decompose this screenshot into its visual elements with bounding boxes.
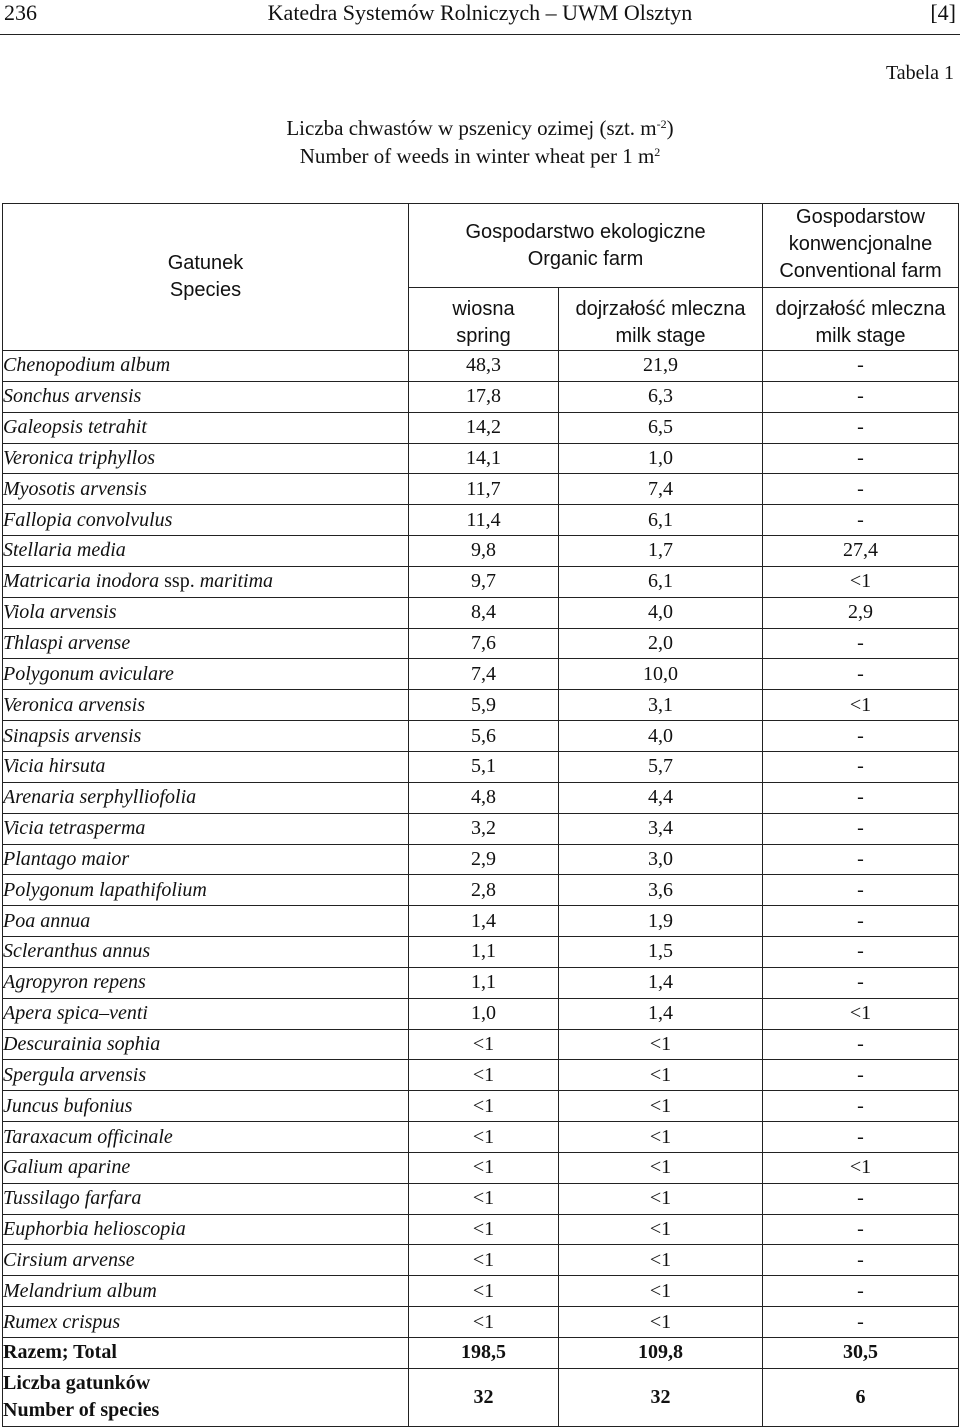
species-name: Stellaria media [3,536,409,567]
journal-title: Katedra Systemów Rolniczych – UWM Olsztyn [267,0,693,25]
conventional-value: - [763,813,959,844]
conventional-value: <1 [763,998,959,1029]
table-row [3,813,959,844]
milk-stage-value: 6,3 [559,381,763,412]
total-row [3,1338,959,1369]
table-row [3,536,959,567]
table-label: Tabela 1 [885,62,954,84]
table-row [3,690,959,721]
species-name: Melandrium album [3,1276,409,1307]
spring-column-header: wiosna spring [409,288,559,351]
conventional-value: <1 [763,690,959,721]
spring-value: 1,4 [409,906,559,937]
spring-value: 5,1 [409,751,559,782]
species-name: Apera spica–venti [3,998,409,1029]
table-row [3,721,959,752]
spring-value: 4,8 [409,782,559,813]
milk-stage-value: 4,0 [559,721,763,752]
species-count-row [3,1368,959,1426]
milk-stage-value: 3,6 [559,875,763,906]
species-name: Viola arvensis [3,597,409,628]
table-row [3,1060,959,1091]
milk-stage-value: 3,1 [559,690,763,721]
species-name: Tussilago farfara [3,1183,409,1214]
caption-polish: Liczba chwastów w pszenicy ozimej (szt. $m^{-2}$) [286,116,674,140]
table-row [3,351,959,382]
species-count-spring: 32 [409,1368,559,1426]
total-spring: 198,5 [409,1338,559,1369]
conventional-value: - [763,782,959,813]
spring-value: <1 [409,1276,559,1307]
milk-stage-value: <1 [559,1029,763,1060]
spring-value: <1 [409,1214,559,1245]
species-count-label: Liczba gatunków Number of species [3,1368,409,1426]
milk-stage-value: <1 [559,1307,763,1338]
milk-stage-value: 6,1 [559,566,763,597]
spring-value: 48,3 [409,351,559,382]
spring-value: 11,7 [409,474,559,505]
milk-stage-value: <1 [559,1060,763,1091]
conventional-value: - [763,505,959,536]
species-name: Chenopodium album [3,351,409,382]
milk-stage-value: 2,0 [559,628,763,659]
spring-value: <1 [409,1245,559,1276]
table-row [3,474,959,505]
species-name: Polygonum lapathifolium [3,875,409,906]
table-row [3,875,959,906]
species-name: Poa annua [3,906,409,937]
spring-value: 9,8 [409,536,559,567]
milk-stage-value: 21,9 [559,351,763,382]
table-row [3,998,959,1029]
species-name: Plantago maior [3,844,409,875]
milk-stage-value: 6,1 [559,505,763,536]
conventional-value: - [763,1245,959,1276]
species-name: Thlaspi arvense [3,628,409,659]
total-conventional: 30,5 [763,1338,959,1369]
table-row [3,1152,959,1183]
species-count-conventional: 6 [763,1368,959,1426]
species-name: Galium aparine [3,1152,409,1183]
spring-value: <1 [409,1029,559,1060]
spring-value: <1 [409,1152,559,1183]
table-row [3,906,959,937]
table-row [3,1183,959,1214]
spring-value: 3,2 [409,813,559,844]
species-name: Sonchus arvensis [3,381,409,412]
species-count-milk: 32 [559,1368,763,1426]
conventional-value: 2,9 [763,597,959,628]
conventional-value: 27,4 [763,536,959,567]
conventional-value: - [763,1307,959,1338]
spring-value: 1,0 [409,998,559,1029]
species-name: Spergula arvensis [3,1060,409,1091]
species-name: Polygonum aviculare [3,659,409,690]
milk-stage-value: 3,0 [559,844,763,875]
spring-value: 9,7 [409,566,559,597]
conventional-value: - [763,1183,959,1214]
conventional-value: - [763,967,959,998]
table-row [3,628,959,659]
page-header [0,0,960,35]
conventional-value: - [763,474,959,505]
conventional-value: - [763,381,959,412]
milk-stage-value: 1,4 [559,998,763,1029]
table-row [3,1307,959,1338]
table-row [3,412,959,443]
species-name: Cirsium arvense [3,1245,409,1276]
conventional-value: - [763,937,959,968]
milk-stage-value: <1 [559,1183,763,1214]
conventional-value: - [763,1276,959,1307]
milk-stage-value: 1,9 [559,906,763,937]
conventional-value: - [763,1214,959,1245]
milk-stage-value: 7,4 [559,474,763,505]
milk-stage-value: <1 [559,1152,763,1183]
total-milk: 109,8 [559,1338,763,1369]
species-name: Veronica arvensis [3,690,409,721]
table-row [3,1029,959,1060]
species-name: Euphorbia helioscopia [3,1214,409,1245]
page-number: 236 [4,0,37,25]
table-row [3,505,959,536]
conventional-milk-stage-header: dojrzałość mleczna milk stage [763,288,959,351]
species-name: Sinapsis arvensis [3,721,409,752]
conventional-value: - [763,1122,959,1153]
milk-stage-column-header: dojrzałość mleczna milk stage [559,288,763,351]
table-row [3,1276,959,1307]
conventional-value: - [763,906,959,937]
species-column-header: Gatunek Species [3,204,409,351]
milk-stage-value: <1 [559,1245,763,1276]
table-row [3,659,959,690]
milk-stage-value: 6,5 [559,412,763,443]
spring-value: <1 [409,1091,559,1122]
spring-value: <1 [409,1060,559,1091]
spring-value: 1,1 [409,937,559,968]
species-name: Galeopsis tetrahit [3,412,409,443]
table-row [3,844,959,875]
conventional-value: - [763,443,959,474]
species-name: Myosotis arvensis [3,474,409,505]
species-name: Taraxacum officinale [3,1122,409,1153]
table-row [3,597,959,628]
species-name: Veronica triphyllos [3,443,409,474]
conventional-value: - [763,351,959,382]
milk-stage-value: 4,4 [559,782,763,813]
species-name: Matricaria inodora ssp. maritima [3,566,409,597]
milk-stage-value: 1,5 [559,937,763,968]
table-row [3,967,959,998]
spring-value: 14,2 [409,412,559,443]
milk-stage-value: <1 [559,1091,763,1122]
weeds-table [2,203,959,1427]
conventional-value: - [763,628,959,659]
conventional-value: - [763,844,959,875]
spring-value: 7,4 [409,659,559,690]
table-row [3,1091,959,1122]
species-name: Scleranthus annus [3,937,409,968]
table-row [3,443,959,474]
spring-value: <1 [409,1122,559,1153]
milk-stage-value: 1,0 [559,443,763,474]
spring-value: 1,1 [409,967,559,998]
table-row [3,782,959,813]
spring-value: 2,8 [409,875,559,906]
species-name: Vicia hirsuta [3,751,409,782]
table-row [3,381,959,412]
milk-stage-value: 4,0 [559,597,763,628]
milk-stage-value: 1,4 [559,967,763,998]
milk-stage-value: 10,0 [559,659,763,690]
table-body [3,351,959,1338]
table-row [3,1245,959,1276]
conventional-value: - [763,1029,959,1060]
spring-value: 2,9 [409,844,559,875]
conventional-value: - [763,659,959,690]
conventional-value: - [763,412,959,443]
conventional-value: - [763,1091,959,1122]
table-row [3,937,959,968]
spring-value: 5,9 [409,690,559,721]
spring-value: 11,4 [409,505,559,536]
conventional-value: - [763,1060,959,1091]
spring-value: <1 [409,1183,559,1214]
species-name: Fallopia convolvulus [3,505,409,536]
spring-value: <1 [409,1307,559,1338]
milk-stage-value: <1 [559,1214,763,1245]
spring-value: 5,6 [409,721,559,752]
conventional-value: <1 [763,1152,959,1183]
caption-english: Number of weeds in winter wheat per 1 $m^2$ [299,144,661,168]
species-name: Arenaria serphylliofolia [3,782,409,813]
milk-stage-value: 3,4 [559,813,763,844]
milk-stage-value: <1 [559,1122,763,1153]
table-row [3,1122,959,1153]
conventional-farm-header: Gospodarstow konwencjonalne Conventional farm [763,204,959,288]
conventional-value: <1 [763,566,959,597]
table-row [3,751,959,782]
milk-stage-value: <1 [559,1276,763,1307]
spring-value: 17,8 [409,381,559,412]
milk-stage-value: 1,7 [559,536,763,567]
species-name: Rumex crispus [3,1307,409,1338]
spring-value: 14,1 [409,443,559,474]
total-label: Razem; Total [3,1338,409,1369]
conventional-value: - [763,875,959,906]
spring-value: 8,4 [409,597,559,628]
conventional-value: - [763,721,959,752]
spring-value: 7,6 [409,628,559,659]
section-number: [4] [930,0,956,25]
table-row [3,1214,959,1245]
conventional-value: - [763,751,959,782]
organic-farm-header: Gospodarstwo ekologiczne Organic farm [409,204,763,288]
species-name: Juncus bufonius [3,1091,409,1122]
species-name: Agropyron repens [3,967,409,998]
milk-stage-value: 5,7 [559,751,763,782]
species-name: Vicia tetrasperma [3,813,409,844]
species-name: Descurainia sophia [3,1029,409,1060]
table-row [3,566,959,597]
